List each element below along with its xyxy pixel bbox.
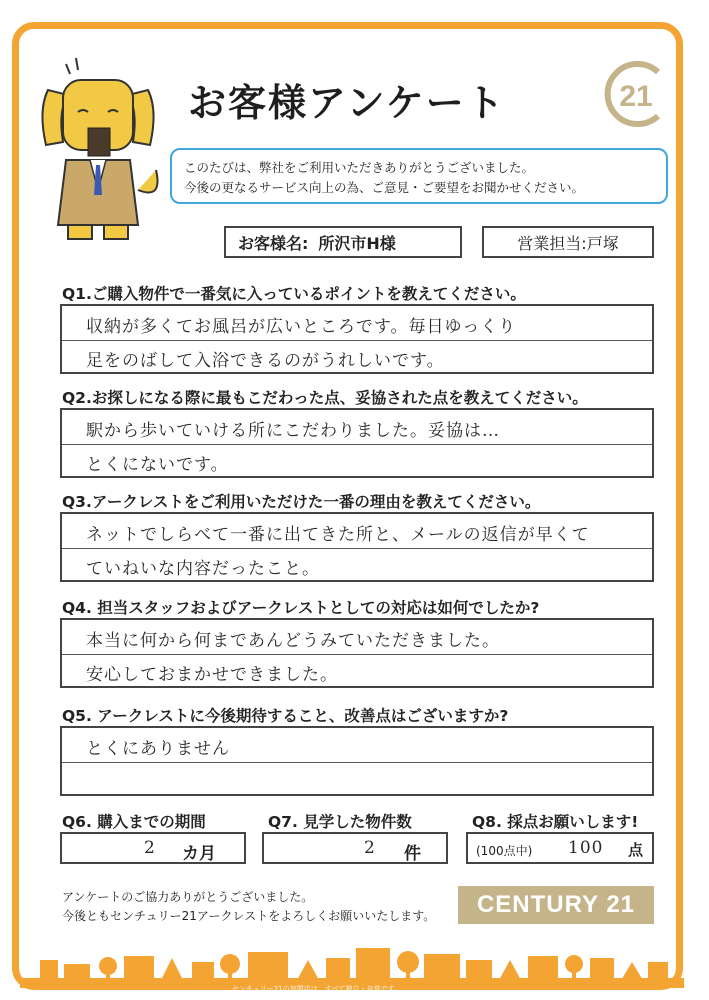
- answer-box-3: [60, 512, 654, 582]
- mascot-dog-illustration: [28, 50, 168, 250]
- franchise-footnote: センチュリー21の加盟店は、すべて独立・自営です。: [232, 985, 401, 993]
- answer-8-value: 100: [568, 838, 604, 858]
- century21-logo-icon: [598, 58, 670, 130]
- answer-5-line-1: とくにありません: [86, 739, 230, 759]
- answer-4-line-2: 安心しておまかせできました。: [86, 665, 338, 685]
- answer-box-5: [60, 726, 654, 796]
- answer-1-line-2: 足をのばして入浴できるのがうれしいです。: [86, 351, 445, 371]
- answer-3-line-1: ネットでしらべて一番に出てきた所と、メールの返信が早くて: [86, 525, 590, 545]
- century21-brand-banner: CENTURY 21: [458, 886, 654, 924]
- customer-name-box: [224, 226, 462, 258]
- greeting-bubble: [170, 148, 668, 204]
- staff-name: 戸塚: [586, 233, 619, 253]
- answer-6-unit: カ月: [182, 844, 216, 864]
- answer-6-value: 2: [144, 838, 156, 858]
- answer-4-line-1: 本当に何から何まであんどうみていただきました。: [86, 631, 500, 651]
- question-8: Q8. 採点お願いします!: [472, 813, 639, 831]
- answer-3-line-2: ていねいな内容だったこと。: [86, 559, 320, 579]
- answer-box-8: [466, 832, 654, 864]
- question-7: Q7. 見学した物件数: [268, 813, 412, 831]
- question-3: Q3.アークレストをご利用いただけた一番の理由を教えてください。: [62, 493, 541, 511]
- answer-1-line-1: 収納が多くてお風呂が広いところです。毎日ゆっくり: [86, 317, 517, 337]
- answer-box-4: [60, 618, 654, 688]
- question-5: Q5. アークレストに今後期待すること、改善点はございますか?: [62, 707, 509, 725]
- answer-box-6: [60, 832, 246, 864]
- greeting-line-2: 今後の更なるサービス向上の為、ご意見・ご要望をお聞かせください。: [184, 180, 585, 195]
- answer-8-prefix: (100点中): [476, 844, 533, 858]
- question-6: Q6. 購入までの期間: [62, 813, 206, 831]
- answer-box-7: [262, 832, 448, 864]
- logo-number: 21: [619, 80, 653, 113]
- answer-2-line-2: とくにないです。: [86, 455, 229, 475]
- footer-line-1: アンケートのご協力ありがとうございました。: [62, 890, 314, 904]
- answer-7-value: 2: [364, 838, 376, 858]
- question-4: Q4. 担当スタッフおよびアークレストとしての対応は如何でしたか?: [62, 599, 540, 617]
- customer-name: 所沢市H様: [318, 233, 396, 253]
- question-1: Q1.ご購入物件で一番気に入っているポイントを教えてください。: [62, 285, 526, 303]
- footer-line-2: 今後ともセンチュリー21アークレストをよろしくお願いいたします。: [62, 909, 436, 923]
- footer-message: [62, 888, 435, 926]
- town-skyline-illustration: [20, 938, 680, 982]
- staff-box: [482, 226, 654, 258]
- answer-8-unit: 点: [628, 841, 644, 859]
- page-title: お客様アンケート: [188, 81, 506, 125]
- staff-label: 営業担当:: [517, 233, 587, 253]
- answer-box-1: [60, 304, 654, 374]
- customer-label: お客様名:: [238, 233, 309, 253]
- answer-2-line-1: 駅から歩いていける所にこだわりました。妥協は…: [86, 421, 500, 441]
- answer-box-2: [60, 408, 654, 478]
- question-2: Q2.お探しになる際に最もこだわった点、妥協された点を教えてください。: [62, 389, 588, 407]
- answer-7-unit: 件: [404, 844, 421, 864]
- greeting-line-1: このたびは、弊社をご利用いただきありがとうございました。: [184, 160, 535, 175]
